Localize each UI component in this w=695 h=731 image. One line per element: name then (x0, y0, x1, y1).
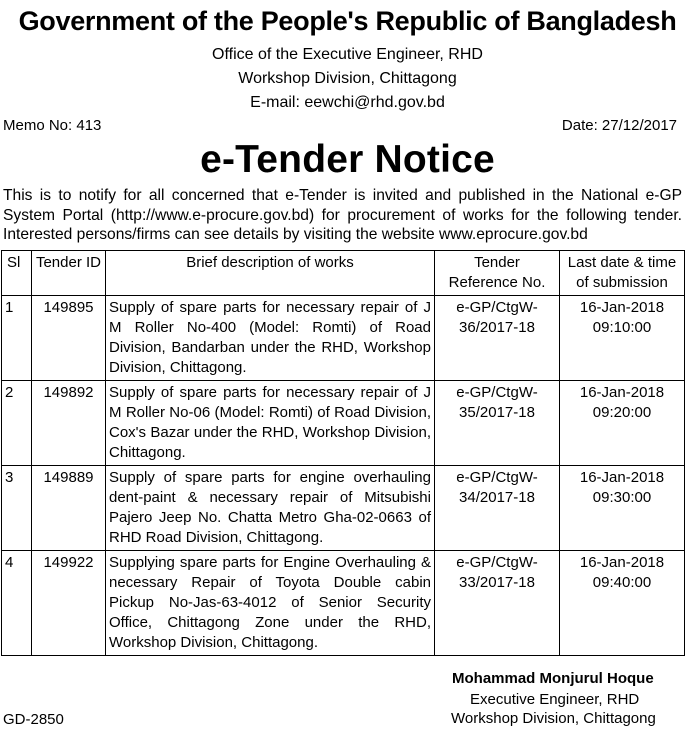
notice-title: e-Tender Notice (200, 138, 495, 181)
table-header-row (2, 251, 685, 296)
row-sl: 3 (2, 466, 32, 551)
row-last-date (560, 296, 685, 381)
row-time: 09:40:00 (592, 574, 652, 591)
row-reference: e-GP/CtgW-36/2017-18 (435, 296, 560, 381)
row-time: 09:20:00 (592, 404, 652, 421)
table-row (2, 466, 685, 551)
row-tender-id: 149922 (32, 551, 106, 656)
notice-date: Date: 27/12/2017 (561, 117, 677, 134)
office-name: Office of the Executive Engineer, RHD (212, 46, 483, 63)
signatory-division: Workshop Division, Chittagong (451, 710, 656, 727)
row-sl: 4 (2, 551, 32, 656)
row-description: Supplying spare parts for Engine Overhauling & necessary Repair of Toyota Double cabin Pickup No-Jas-63-4012 of Senior Security Office, Chittagong Zone under the RHD, Workshop Division, Chittagong. (106, 551, 435, 656)
row-description: Supply of spare parts for necessary repair of J M Roller No-06 (Model: Romti) of Road Division, Cox's Bazar under the RHD, Workshop Division, Chittagong. (106, 381, 435, 466)
office-division: Workshop Division, Chittagong (238, 70, 457, 87)
signatory-name: Mohammad Monjurul Hoque (452, 670, 654, 687)
row-description: Supply of spare parts for necessary repair of J M Roller No-400 (Model: Romti) of Road Division, Bandarban under the RHD, Workshop Division, Chittagong. (106, 296, 435, 381)
row-last-date (560, 551, 685, 656)
row-reference: e-GP/CtgW-34/2017-18 (435, 466, 560, 551)
office-email: E-mail: eewchi@rhd.gov.bd (250, 94, 445, 111)
header-sl: Sl (2, 251, 32, 296)
row-sl: 1 (2, 296, 32, 381)
table-row (2, 296, 685, 381)
intro-paragraph: This is to notify for all concerned that e-Tender is invited and published in the National e-GP System Portal (http://www.e-procure.gov.bd) for procurement of works for the following tender. Interested persons/firms can see details by visiting the website www.eprocure.gov.bd (3, 187, 682, 243)
header-reference: Tender Reference No. (435, 251, 560, 296)
row-date: 16-Jan-2018 (579, 469, 665, 486)
table-row (2, 381, 685, 466)
memo-number: Memo No: 413 (3, 117, 102, 134)
row-reference: e-GP/CtgW-35/2017-18 (435, 381, 560, 466)
row-date: 16-Jan-2018 (579, 299, 665, 316)
signatory-designation: Executive Engineer, RHD (470, 691, 640, 708)
row-sl: 2 (2, 381, 32, 466)
row-date: 16-Jan-2018 (579, 384, 665, 401)
row-last-date (560, 466, 685, 551)
row-date: 16-Jan-2018 (579, 554, 665, 571)
row-tender-id: 149895 (32, 296, 106, 381)
row-description: Supply of spare parts for engine overhauling dent-paint & necessary repair of Mitsubishi Pajero Jeep No. Chatta Metro Gha-02-0663 of RHD Road Division, Chittagong. (106, 466, 435, 551)
gd-number: GD-2850 (3, 711, 64, 728)
header-last-date: Last date & time of submission (560, 251, 685, 296)
row-reference: e-GP/CtgW-33/2017-18 (435, 551, 560, 656)
table-row (2, 551, 685, 656)
row-last-date (560, 381, 685, 466)
government-title: Government of the People's Republic of Bangladesh (18, 6, 677, 36)
row-time: 09:10:00 (592, 319, 652, 336)
tender-table (1, 250, 685, 656)
row-tender-id: 149889 (32, 466, 106, 551)
row-time: 09:30:00 (592, 489, 652, 506)
row-tender-id: 149892 (32, 381, 106, 466)
header-description: Brief description of works (106, 251, 435, 296)
header-tender-id: Tender ID (32, 251, 106, 296)
